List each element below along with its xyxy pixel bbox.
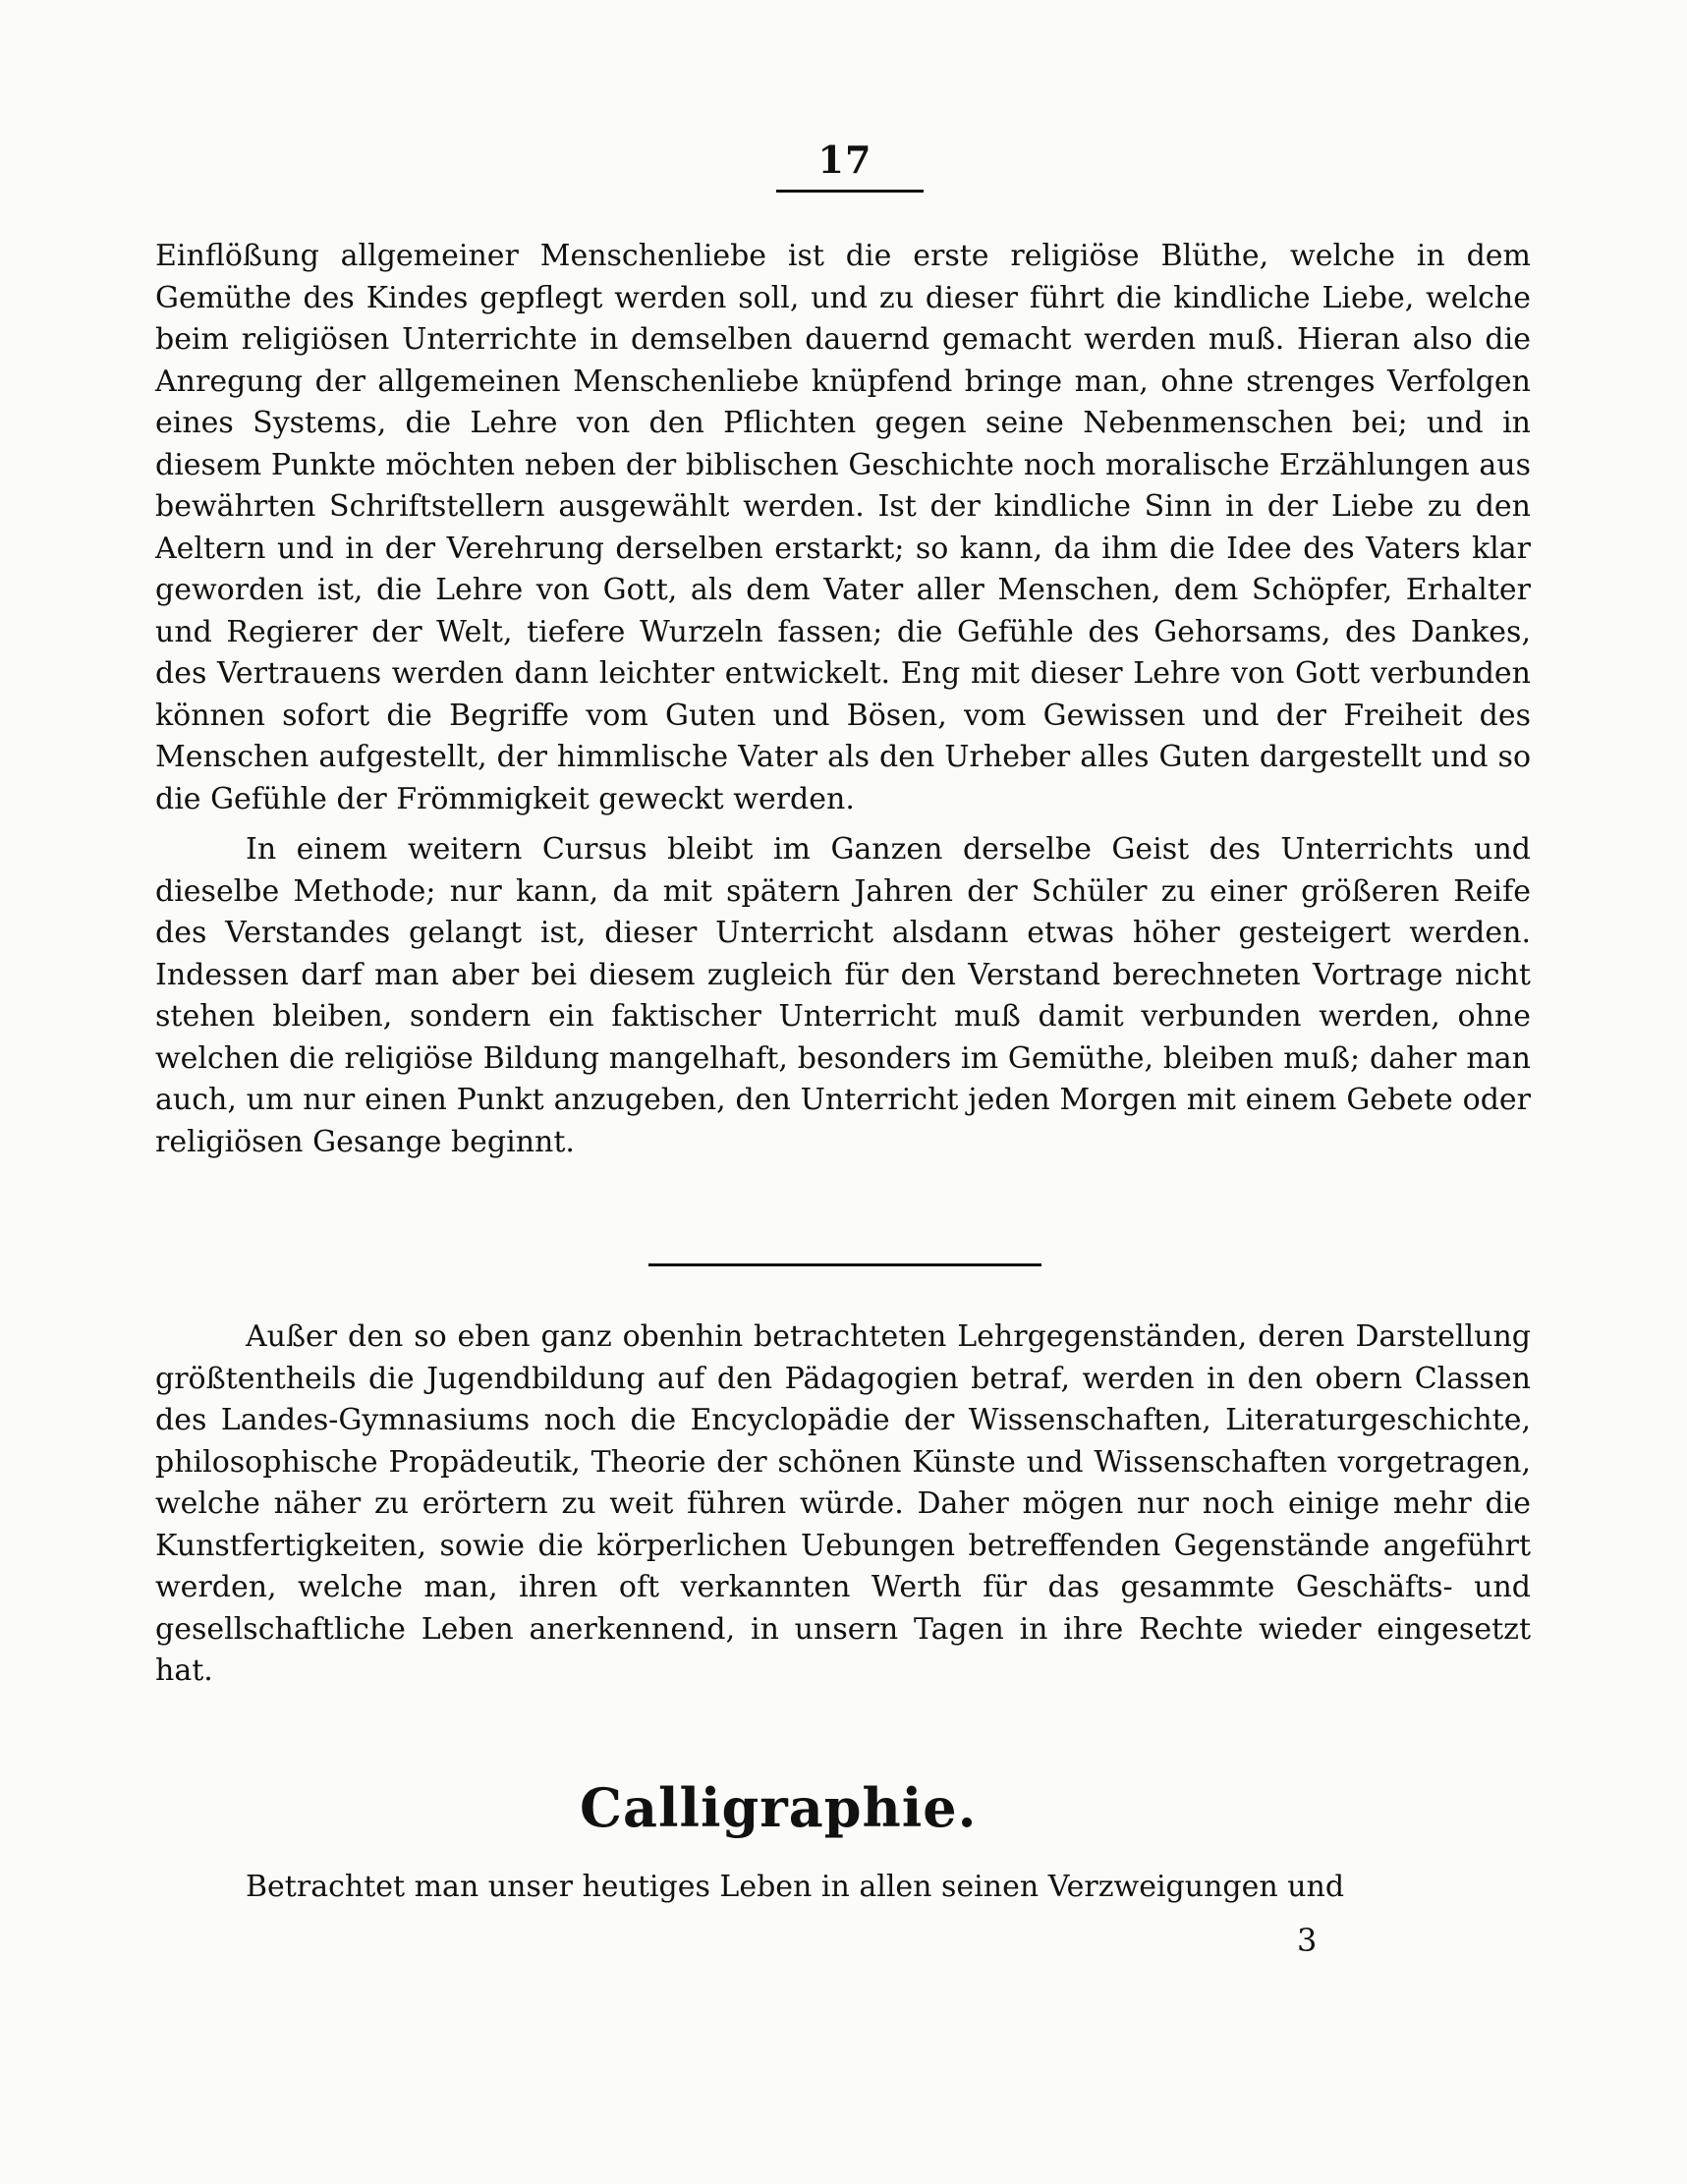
signature-mark: 3: [1297, 1922, 1318, 1959]
body-paragraph: Außer den so eben ganz obenhin betrachteten Lehrgegenständen, deren Darstellung größtentheils die Jugendbildung auf den Pädagogien betraf, werden in den obern Classen des Landes-Gymnasiums noch die Encyclopädie der Wissenschaften, Literaturgeschichte, philosophische Propädeutik, Theorie der schönen Künste und Wissenschaften vorgetragen, welche näher zu erörtern zu weit führen würde. Daher mögen nur noch einige mehr die Kunstfertigkeiten, sowie die körperlichen Uebungen betreffenden Gegenstände angeführt werden, welche man, ihren oft verkannten Werth für das gesammte Geschäfts- und gesellschaftliche Leben anerkennend, in unsern Tagen in ihre Rechte wieder eingesetzt hat.: [155, 1319, 1531, 1688]
section-heading: Calligraphie.: [580, 1776, 978, 1839]
body-paragraph: Betrachtet man unser heutiges Leben in allen seinen Verzweigungen und: [246, 1870, 1345, 1904]
page-number: 17: [817, 138, 872, 182]
religion-instruction-section: [155, 236, 1531, 1163]
section-divider: [648, 1263, 1041, 1266]
body-paragraph: Einflößung allgemeiner Menschenliebe ist die erste religiöse Blüthe, welche in dem Gemüthe des Kindes gepflegt werden soll, und zu dieser führt die kindliche Liebe, welche beim religiösen Unterrichte in demselben dauernd gemacht werden muß. Hieran also die Anregung der allgemeinen Menschenliebe knüpfend bringe man, ohne strenges Verfolgen eines Systems, die Lehre von den Pflichten gegen seine Nebenmenschen bei; und in diesem Punkte möchten neben der biblischen Geschichte noch moralische Erzählungen aus bewährten Schriftstellern ausgewählt werden. Ist der kindliche Sinn in der Liebe zu den Aeltern und in der Verehrung derselben erstarkt; so kann, da ihm die Idee des Vaters klar geworden ist, die Lehre von Gott, als dem Vater aller Menschen, dem Schöpfer, Erhalter und Regierer der Welt, tiefere Wurzeln fassen; die Gefühle des Gehorsams, des Dankes, des Vertrauens werden dann leichter entwickelt. Eng mit dieser Lehre von Gott verbunden können sofort die Begriffe vom Guten und Bösen, vom Gewissen und der Freiheit des Menschen aufgestellt, der himmlische Vater als den Urheber alles Guten dargestellt und so die Gefühle der Frömmigkeit geweckt werden.: [155, 239, 1531, 816]
calligraphy-section: [155, 1867, 1531, 1908]
other-subjects-section: [155, 1316, 1531, 1693]
body-paragraph: In einem weitern Cursus bleibt im Ganzen derselbe Geist des Unterrichts und dieselbe Methode; nur kann, da mit spätern Jahren der Schüler zu einer größeren Reife des Verstandes gelangt ist, dieser Unterricht alsdann etwas höher gesteigert werden. Indessen darf man aber bei diesem zugleich für den Verstand berechneten Vortrage nicht stehen bleiben, sondern ein faktischer Unterricht muß damit verbunden werden, ohne welchen die religiöse Bildung mangelhaft, besonders im Gemüthe, bleiben muß; daher man auch, um nur einen Punkt anzugeben, den Unterricht jeden Morgen mit einem Gebete oder religiösen Gesange beginnt.: [155, 832, 1531, 1159]
header-rule: [776, 190, 924, 193]
